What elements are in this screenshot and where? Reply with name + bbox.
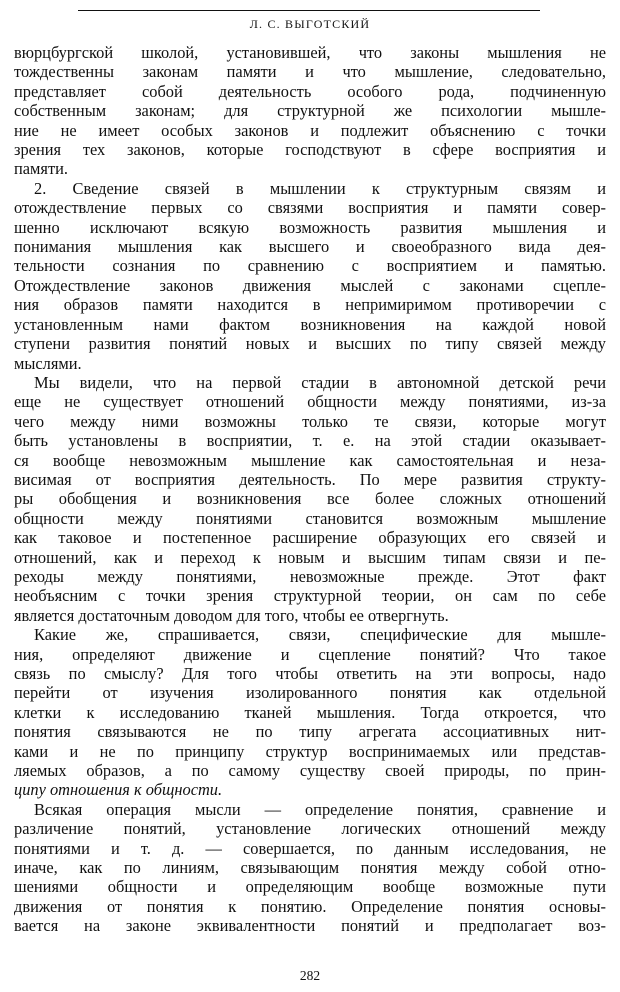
text-line: тождественны законам памяти и что мышление, следовательно, xyxy=(14,62,606,82)
text-line: собственным законам; для структурной же психологии мышле- xyxy=(14,101,606,121)
text-line: отождествление первых со связями восприятия и памяти совер- xyxy=(14,198,606,218)
text-line: шениями общности и определяющим вообще возможные пути xyxy=(14,877,606,897)
text-line: понятия связываются не по типу агрегата ассоциативных нит- xyxy=(14,722,606,742)
text-line: ния образов памяти находится в непримиримом противоречии с xyxy=(14,295,606,315)
text-line: является достаточным доводом для того, чтобы ее отвергнуть. xyxy=(14,605,449,625)
text-line: общности между понятиями становится возможным мышление xyxy=(14,508,606,528)
text-line: 2. Сведение связей в мышлении к структурным связям и xyxy=(34,178,606,198)
text-line: быть установлены в восприятии, т. е. на этой стадии оказывает- xyxy=(14,431,606,451)
text-line: Мы видели, что на первой стадии в автономной детской речи xyxy=(34,372,606,392)
text-line: связь по смыслу? Для того чтобы ответить на эти вопросы, надо xyxy=(14,664,606,683)
text-line: еще не существует отношений общности между понятиями, из-за xyxy=(14,392,606,412)
header-rule xyxy=(78,10,540,11)
text-line: ния, определяют движение и сцепление понятий? Что такое xyxy=(14,644,606,664)
text-line: висимая от восприятия деятельность. По мере развития структу- xyxy=(14,469,606,489)
body-text xyxy=(14,43,606,936)
text-line: клетки к исследованию тканей мышления. Тогда откроется, что xyxy=(14,702,606,722)
text-line: чего между ними возможны только те связи, которые могут xyxy=(14,411,606,431)
text-line: необъясним с точки зрения структурной теории, он сам по себе xyxy=(14,586,606,606)
page-number: 282 xyxy=(299,968,321,983)
running-head: Л. С. ВЫГОТСКИЙ xyxy=(249,17,371,31)
text-line: тельности сознания по сравнению с восприятием и памятью. xyxy=(14,256,606,276)
text-line: памяти. xyxy=(14,159,68,179)
text-line: ками и не по принципу структур воспринимаемых или представ- xyxy=(14,741,606,761)
paragraph xyxy=(14,179,606,373)
text-line: иначе, как по линиям, связывающим понятия между собой отно- xyxy=(14,858,606,878)
text-line: вюрцбургской школой, установившей, что законы мышления не xyxy=(14,43,606,62)
text-line: шенно исключают всякую возможность развития мышления и xyxy=(14,217,606,237)
text-line: понимания мышления как высшего и своеобразного вида дея- xyxy=(14,237,606,257)
text-line-italic: ципу отношения к общности. xyxy=(14,780,223,800)
paragraph xyxy=(14,625,606,800)
text-line: отношений, как и переход к новым и высшим типам связи и пе- xyxy=(14,547,606,567)
text-line: движения от понятия к понятию. Определение понятия основы- xyxy=(14,896,606,916)
text-line: ся вообще невозможным мышление как самостоятельная и неза- xyxy=(14,450,606,470)
paragraph xyxy=(14,43,606,179)
text-line: реходы между понятиями, невозможные прежде. Этот факт xyxy=(14,566,606,586)
text-line: Всякая операция мысли — определение понятия, сравнение и xyxy=(34,799,606,819)
text-line: различение понятий, установление логических отношений между xyxy=(14,819,606,839)
paragraph xyxy=(14,373,606,625)
text-line: понятиями и т. д. — совершается, по данным исследования, не xyxy=(14,838,606,858)
text-line: представляет собой деятельность особого рода, подчиненную xyxy=(14,81,606,101)
text-line: перейти от изучения изолированного понятия как отдельной xyxy=(14,683,606,703)
text-line: мыслями. xyxy=(14,353,82,373)
text-line: как таковое и постепенное расширение образующих его связей и xyxy=(14,528,606,548)
text-line: Какие же, спрашивается, связи, специфические для мышле- xyxy=(34,625,606,645)
text-line: ние не имеет особых законов и подлежит объяснению с точки xyxy=(14,120,606,140)
paragraph xyxy=(14,800,606,936)
text-line: ры обобщения и возникновения все более сложных отношений xyxy=(14,489,606,509)
text-line: вается на законе эквивалентности понятий и предполагает воз- xyxy=(14,916,606,936)
text-line: ляемых образов, а по самому существу своей природы, по прин- xyxy=(14,761,606,781)
text-line: ступени развития понятий новых и высших по типу связей между xyxy=(14,334,606,354)
text-line: Отождествление законов движения мыслей с законами сцепле- xyxy=(14,275,606,295)
text-line: зрения тех законов, которые господствуют в сфере восприятия и xyxy=(14,140,606,160)
text-line: установленным нами фактом возникновения на каждой новой xyxy=(14,314,606,334)
